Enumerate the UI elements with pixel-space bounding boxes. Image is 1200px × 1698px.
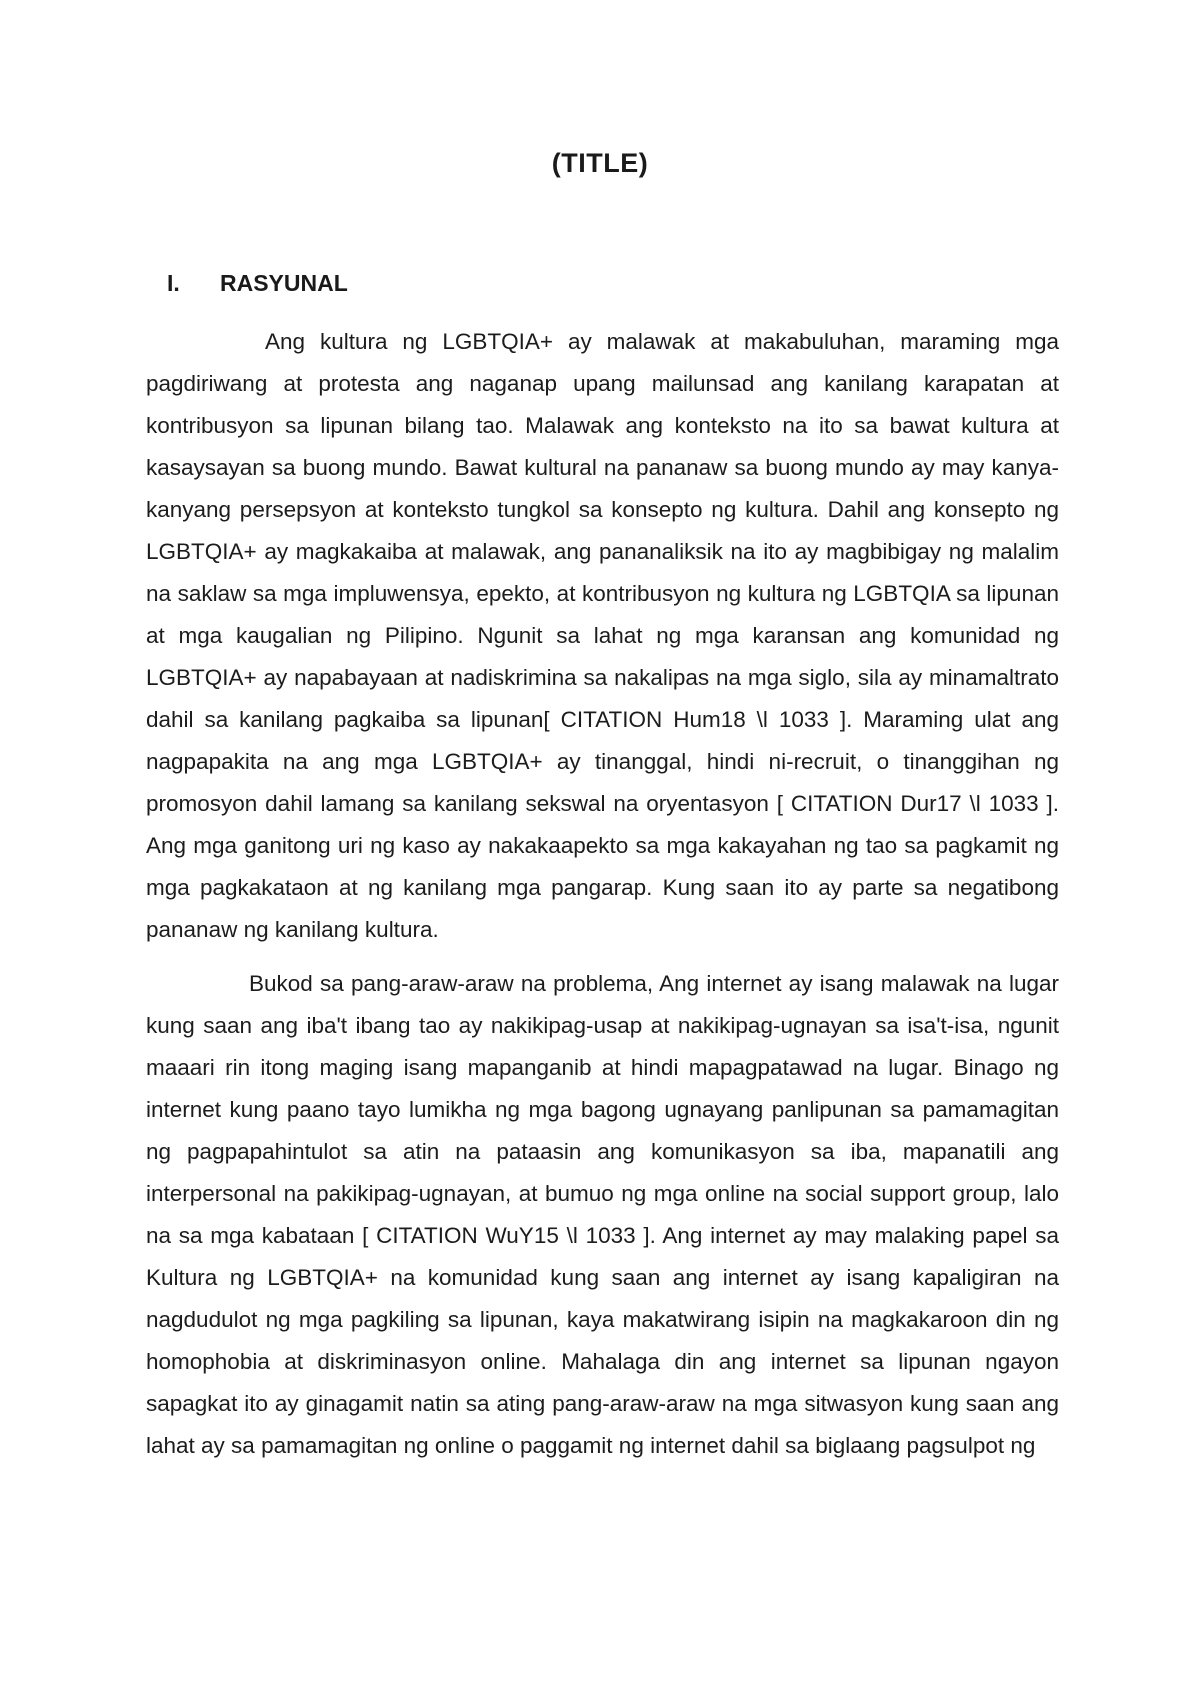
paragraph-1: Ang kultura ng LGBTQIA+ ay malawak at makabuluhan, maraming mga pagdiriwang at protesta ang naganap upang mailunsad ang kanilang karapatan at kontribusyon sa lipunan bilang tao. Malawak ang konteksto na ito sa bawat kultura at kasaysayan sa buong mundo. Bawat kultural na pananaw sa buong mundo ay may kanya-kanyang persepsyon at konteksto tungkol sa konsepto ng kultura. Dahil ang konsepto ng LGBTQIA+ ay magkakaiba at malawak, ang pananaliksik na ito ay magbibigay ng malalim na saklaw sa mga impluwensya, epekto, at kontribusyon ng kultura ng LGBTQIA sa lipunan at mga kaugalian ng Pilipino. Ngunit sa lahat ng mga karansan ang komunidad ng LGBTQIA+ ay napabayaan at nadiskrimina sa nakalipas na mga siglo, sila ay minamaltrato dahil sa kanilang pagkaiba sa lipunan[ CITATION Hum18 \l 1033 ]. Maraming ulat ang nagpapakita na ang mga LGBTQIA+ ay tinanggal, hindi ni-recruit, o tinanggihan ng promosyon dahil lamang sa kanilang sekswal na oryentasyon [ CITATION Dur17 \l 1033 ]. Ang mga ganitong uri ng kaso ay nakakaapekto sa mga kakayahan ng tao sa pagkamit ng mga pagkakataon at ng kanilang mga pangarap. Kung saan ito ay parte sa negatibong pananaw ng kanilang kultura. <box>146 329 1059 942</box>
section-title: RASYUNAL <box>220 270 348 296</box>
document-title: (TITLE) <box>551 148 649 178</box>
section-heading <box>167 270 348 297</box>
paragraph-2: Bukod sa pang-araw-araw na problema, Ang internet ay isang malawak na lugar kung saan ang iba't ibang tao ay nakikipag-usap at nakikipag-ugnayan sa isa't-isa, ngunit maaari rin itong maging isang mapanganib at hindi mapagpatawad na lugar. Binago ng internet kung paano tayo lumikha ng mga bagong ugnayang panlipunan sa pamamagitan ng pagpapahintulot sa atin na pataasin ang komunikasyon sa iba, mapanatili ang interpersonal na pakikipag-ugnayan, at bumuo ng mga online na social support group, lalo na sa mga kabataan [ CITATION WuY15 \l 1033 ]. Ang internet ay may malaking papel sa Kultura ng LGBTQIA+ na komunidad kung saan ang internet ay isang kapaligiran na nagdudulot ng mga pagkiling sa lipunan, kaya makatwirang isipin na magkakaroon din ng homophobia at diskriminasyon online. Mahalaga din ang internet sa lipunan ngayon sapagkat ito ay ginagamit natin sa ating pang-araw-araw na mga sitwasyon kung saan ang lahat ay sa pamamagitan ng online o paggamit ng internet dahil sa biglaang pagsulpot ng <box>146 971 1059 1458</box>
section-body <box>146 321 1059 1479</box>
section-number: I. <box>167 270 180 296</box>
